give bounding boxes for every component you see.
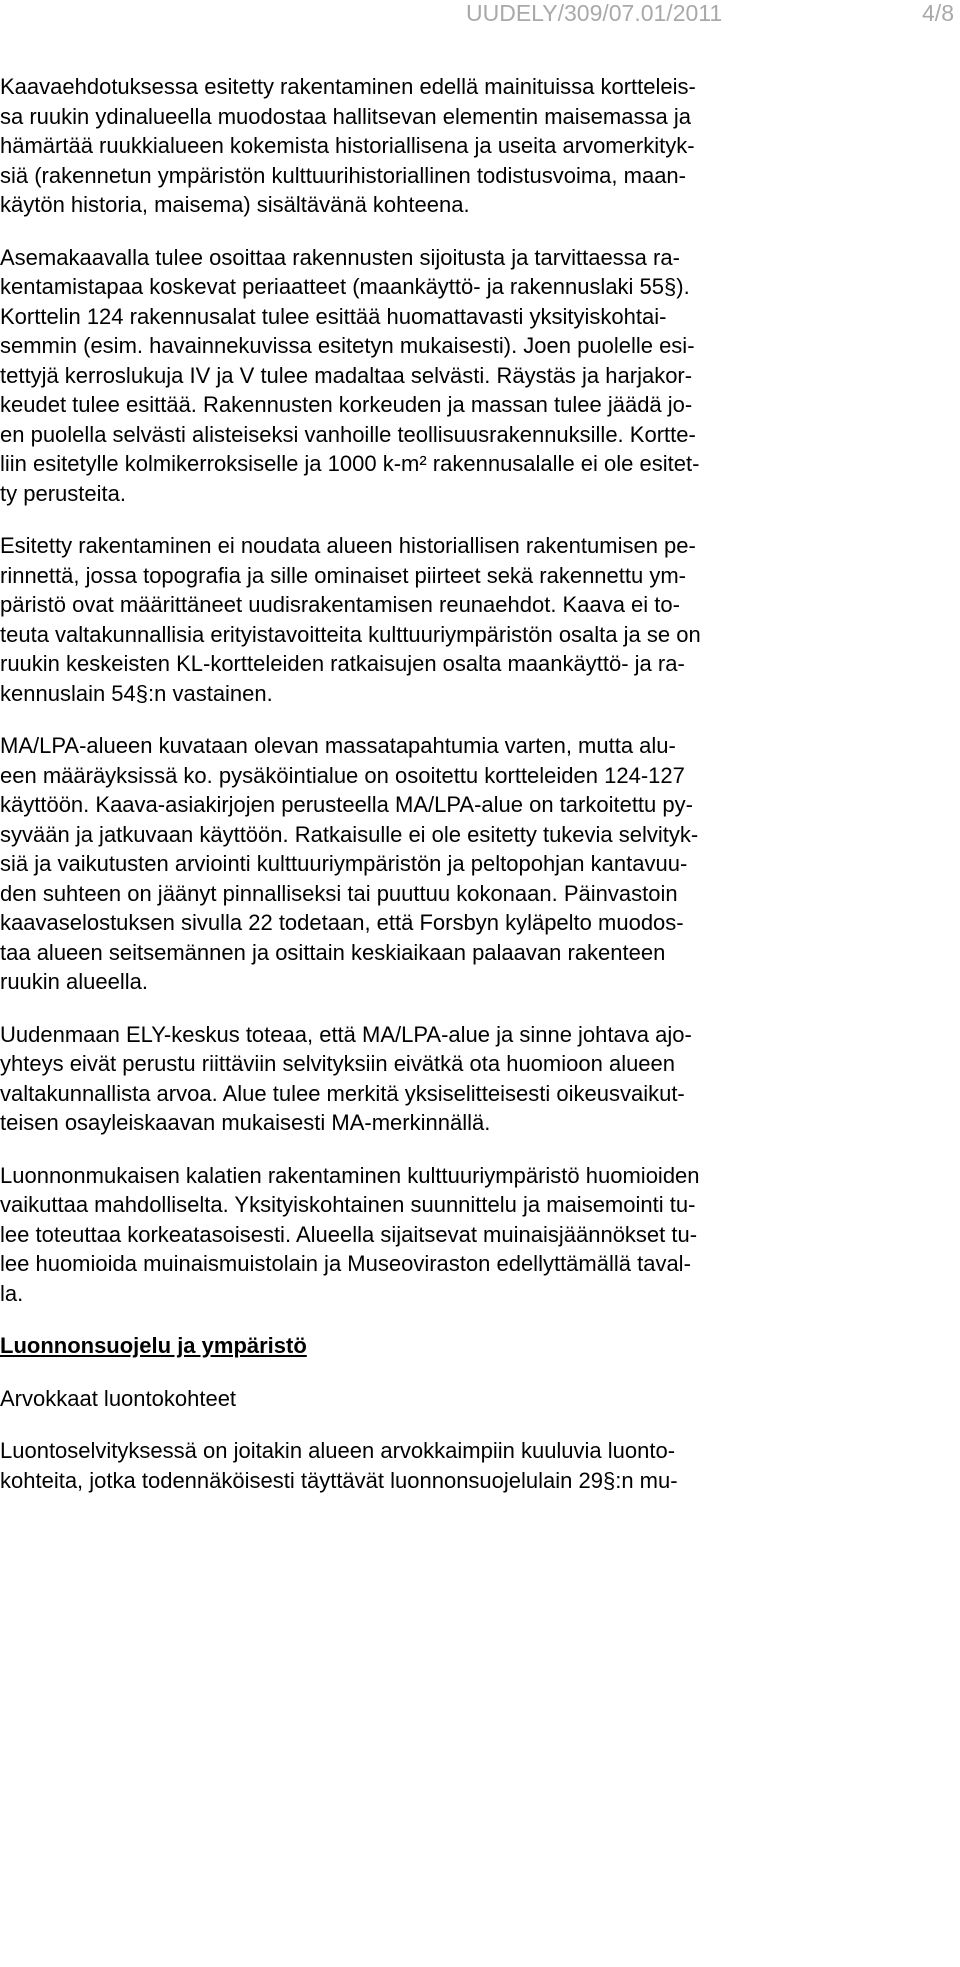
text-line: kentamistapaa koskevat periaatteet (maankäyttö- ja rakennuslaki 55§). [0, 274, 690, 299]
text-line: MA/LPA-alueen kuvataan olevan massatapahtumia varten, mutta alu- [0, 733, 676, 758]
text-line: valtakunnallista arvoa. Alue tulee merkitä yksiselitteisesti oikeusvaikut- [0, 1080, 685, 1106]
text-line: siä (rakennetun ympäristön kulttuurihistoriallinen todistusvoima, maan- [0, 162, 686, 188]
text-line: Luontoselvityksessä on joitakin alueen arvokkaimpiin kuuluvia luonto- [0, 1438, 676, 1463]
text-line: een määräyksissä ko. pysäköintialue on osoitettu kortteleiden 124-127 [0, 762, 685, 788]
text-line: päristö ovat määrittäneet uudisrakentamisen reunaehdot. Kaava ei to- [0, 592, 680, 617]
text-line: ty perusteita. [0, 480, 126, 506]
text-line: en puolella selvästi alisteiseksi vanhoille teollisuusrakennuksille. Kortte- [0, 421, 696, 447]
text-line: rinnettä, jossa topografia ja sille ominaiset piirteet sekä rakennettu ym- [0, 562, 687, 588]
section-heading: Luonnonsuojelu ja ympäristö [0, 1333, 307, 1358]
text-line: ruukin alueella. [0, 969, 148, 994]
text-line: liin esitetylle kolmikerroksiselle ja 1000 k-m² rakennusalalle ei ole esitet- [0, 451, 700, 476]
paragraph-2 [0, 243, 960, 509]
text-line: teuta valtakunnallisia erityistavoitteita kulttuuriympäristön osalta ja se on [0, 621, 701, 647]
text-line: tettyjä kerroslukuja IV ja V tulee madaltaa selvästi. Räystäs ja harjakor- [0, 362, 693, 388]
subsection-heading: Arvokkaat luontokohteet [0, 1385, 237, 1411]
page-number: 4/8 [922, 0, 954, 26]
text-line: sa ruukin ydinalueella muodostaa hallitsevan elementin maisemassa ja [0, 103, 691, 129]
text-line: käytön historia, maisema) sisältävänä kohteena. [0, 192, 470, 217]
text-line: syvään ja jatkuvaan käyttöön. Ratkaisulle ei ole esitetty tukevia selvityk- [0, 821, 699, 847]
text-line: keudet tulee esittää. Rakennusten korkeuden ja massan tulee jäädä jo- [0, 392, 693, 417]
text-line: Asemakaavalla tulee osoittaa rakennusten sijoitusta ja tarvittaessa ra- [0, 244, 680, 270]
text-line: taa alueen seitsemännen ja osittain keskiaikaan palaavan rakenteen [0, 939, 666, 965]
text-line: lee toteuttaa korkeatasoisesti. Alueella sijaitsevat muinaisjäännökset tu- [0, 1221, 698, 1247]
text-line: hämärtää ruukkialueen kokemista historiallisena ja useita arvomerkityk- [0, 133, 695, 158]
document-body [0, 72, 960, 1495]
text-line: siä ja vaikutusten arviointi kulttuuriympäristön ja peltopohjan kantavuu- [0, 851, 688, 876]
text-line: Uudenmaan ELY-keskus toteaa, että MA/LPA-alue ja sinne johtava ajo- [0, 1021, 692, 1047]
text-line: vaikuttaa mahdolliselta. Yksityiskohtainen suunnittelu ja maisemointi tu- [0, 1192, 696, 1217]
text-line: teisen osayleiskaavan mukaisesti MA-merkinnällä. [0, 1110, 491, 1135]
text-line: kennuslain 54§:n vastainen. [0, 680, 273, 706]
page-header [0, 0, 960, 32]
text-line: semmin (esim. havainnekuvissa esitetyn mukaisesti). Joen puolelle esi- [0, 333, 695, 358]
paragraph-5 [0, 1020, 960, 1138]
document-reference: UUDELY/309/07.01/2011 [466, 0, 723, 26]
paragraph-7 [0, 1436, 960, 1495]
text-line: Esitetty rakentaminen ei noudata alueen historiallisen rakentumisen pe- [0, 533, 696, 558]
text-line: lee huomioida muinaismuistolain ja Museoviraston edellyttämällä taval- [0, 1251, 691, 1276]
paragraph-6 [0, 1161, 960, 1309]
text-line: ruukin keskeisten KL-kortteleiden ratkaisujen osalta maankäyttö- ja ra- [0, 651, 685, 676]
text-line: Kaavaehdotuksessa esitetty rakentaminen edellä mainituissa kortteleis- [0, 74, 696, 99]
paragraph-1 [0, 72, 960, 220]
text-line: käyttöön. Kaava-asiakirjojen perusteella MA/LPA-alue on tarkoitettu py- [0, 792, 693, 817]
text-line: den suhteen on jäänyt pinnalliseksi tai puuttuu kokonaan. Päinvastoin [0, 880, 678, 906]
text-line: la. [0, 1280, 24, 1306]
paragraph-4 [0, 731, 960, 997]
text-line: Luonnonmukaisen kalatien rakentaminen kulttuuriympäristö huomioiden [0, 1162, 700, 1188]
text-line: Korttelin 124 rakennusalat tulee esittää huomattavasti yksityiskohtai- [0, 303, 667, 329]
text-line: yhteys eivät perustu riittäviin selvityksiin eivätkä ota huomioon alueen [0, 1051, 676, 1076]
paragraph-3 [0, 531, 960, 708]
text-line: kaavaselostuksen sivulla 22 todetaan, että Forsbyn kyläpelto muodos- [0, 910, 684, 935]
text-line: kohteita, jotka todennäköisesti täyttävät luonnonsuojelulain 29§:n mu- [0, 1467, 678, 1493]
